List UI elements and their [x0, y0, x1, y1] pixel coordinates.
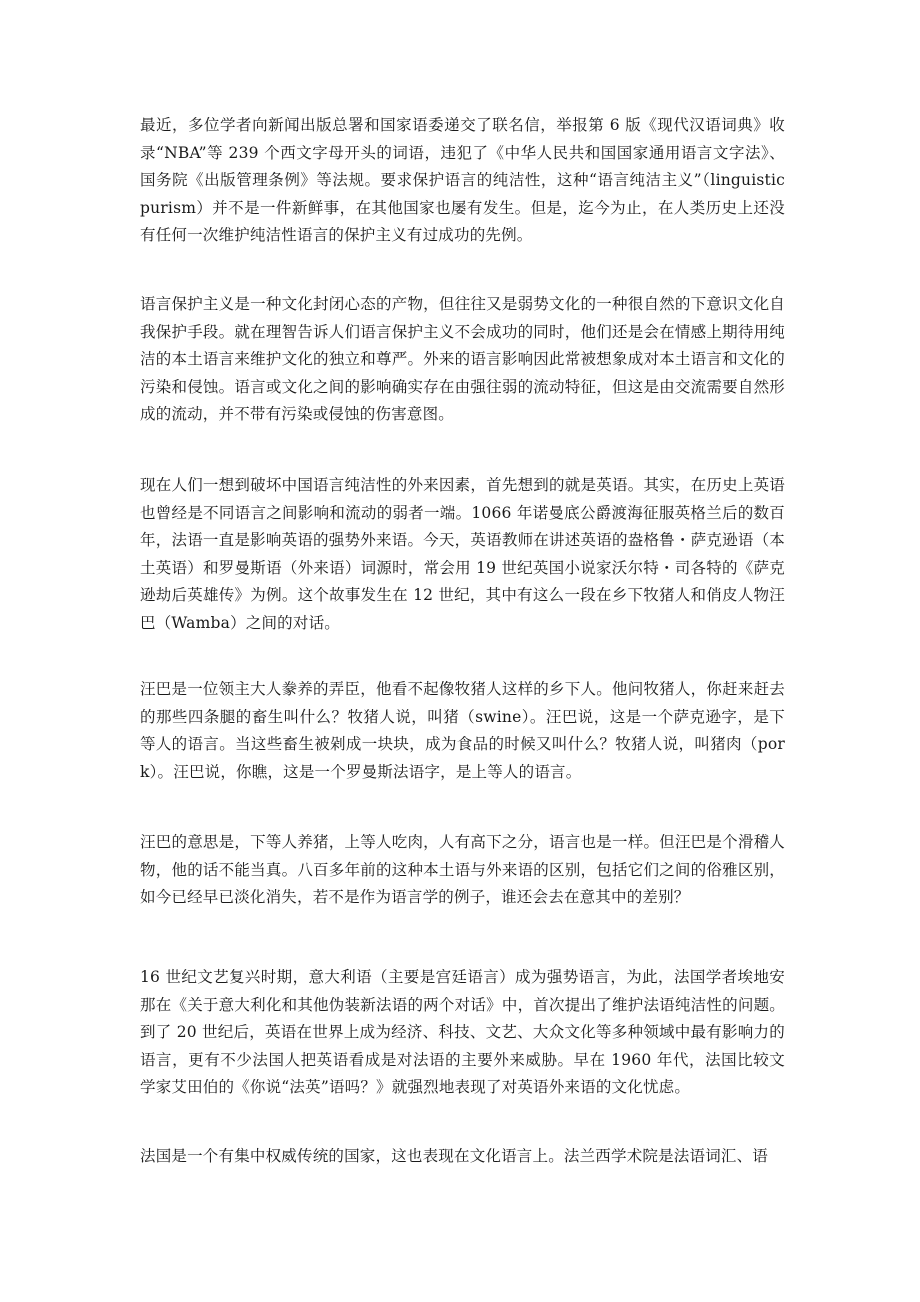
paragraph: 现在人们一想到破坏中国语言纯洁性的外来因素，首先想到的就是英语。其实，在历史上英语也曾经是不同语言之间影响和流动的弱者一端。1066 年诺曼底公爵渡海征服英格兰后的数百年，法语一直是影响英语的强势外来语。今天，英语教师在讲述英语的盎格鲁・萨克逊语（本土英语）和罗曼斯语（外来语）词源时，常会用 19 世纪英国小说家沃尔特・司各特的《萨克逊劫后英雄传》为例。这个故事发生在 12 世纪，其中有这么一段在乡下牧猪人和俏皮人物汪巴（Wamba）之间的对话。 — [140, 476, 785, 632]
paragraph: 汪巴是一位领主大人豢养的弄臣，他看不起像牧猪人这样的乡下人。他问牧猪人，你赶来赶去的那些四条腿的畜生叫什么？牧猪人说，叫猪（swine）。汪巴说，这是一个萨克逊字，是下等人的语言。当这些畜生被剁成一块块，成为食品的时候又叫什么？牧猪人说，叫猪肉（pork）。汪巴说，你瞧，这是一个罗曼斯法语字，是上等人的语言。 — [140, 680, 785, 781]
paragraph: 16 世纪文艺复兴时期，意大利语（主要是宫廷语言）成为强势语言，为此，法国学者埃地安那在《关于意大利化和其他伪装新法语的两个对话》中，首次提出了维护法语纯洁性的问题。到了 20 世纪后，英语在世界上成为经济、科技、文艺、大众文化等多种领域中最有影响力的语言，更有不少法国人把英语看成是对法语的主要外来威胁。早在 1960 年代，法国比较文学家艾田伯的《你说“法英”语吗？》就强烈地表现了对英语外来语的文化忧虑。 — [140, 968, 785, 1097]
paragraph: 最近，多位学者向新闻出版总署和国家语委递交了联名信，举报第 6 版《现代汉语词典》收录“NBA”等 239 个西文字母开头的词语，违犯了《中华人民共和国国家通用语言文字法》、国务院《出版管理条例》等法规。要求保护语言的纯洁性，这种“语言纯洁主义”（linguistic purism）并不是一件新鲜事，在其他国家也屡有发生。但是，迄今为止，在人类历史上还没有任何一次维护纯洁性语言的保护主义有过成功的先例。 — [140, 116, 785, 245]
paragraph: 语言保护主义是一种文化封闭心态的产物，但往往又是弱势文化的一种很自然的下意识文化自我保护手段。就在理智告诉人们语言保护主义不会成功的同时，他们还是会在情感上期待用纯洁的本土语言来维护文化的独立和尊严。外来的语言影响因此常被想象成对本土语言和文化的污染和侵蚀。语言或文化之间的影响确实存在由强往弱的流动特征，但这是由交流需要自然形成的流动，并不带有污染或侵蚀的伤害意图。 — [140, 295, 785, 424]
paragraph: 法国是一个有集中权威传统的国家，这也表现在文化语言上。法兰西学术院是法语词汇、语 — [140, 1147, 769, 1165]
paragraph: 汪巴的意思是，下等人养猪，上等人吃肉，人有高下之分，语言也是一样。但汪巴是个滑稽人物，他的话不能当真。八百多年前的这种本土语与外来语的区别，包括它们之间的俗雅区别，如今已经早已淡化消失，若不是作为语言学的例子，谁还会去在意其中的差别？ — [140, 833, 785, 907]
